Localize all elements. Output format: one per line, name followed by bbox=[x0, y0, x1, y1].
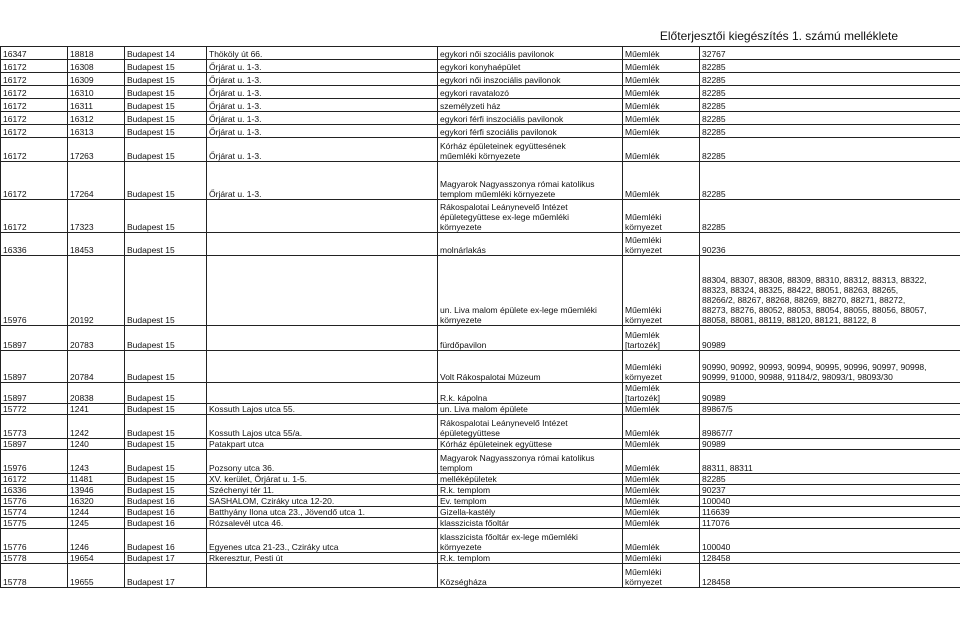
table-cell-col-description: Gizella-kastély bbox=[438, 507, 623, 518]
table-row bbox=[1, 256, 960, 326]
table-cell-col-protection: Műemlék bbox=[623, 496, 700, 507]
table-cell-col-protection: Műemlék bbox=[623, 125, 700, 138]
table-cell-col-id: 16172 bbox=[1, 112, 68, 125]
table-cell-col-address: Batthyány Ilona utca 23., Jövendő utca 1. bbox=[207, 507, 438, 518]
table-cell-col-id: 15773 bbox=[1, 415, 68, 439]
table-cell-col-id: 16172 bbox=[1, 125, 68, 138]
table-cell-col-protection: Műemlék bbox=[623, 138, 700, 162]
table-row bbox=[1, 326, 960, 351]
table-cell-col-hrsz: 90989 bbox=[700, 439, 960, 450]
table-cell-col-district: Budapest 16 bbox=[125, 507, 207, 518]
table-cell-col-district: Budapest 15 bbox=[125, 60, 207, 73]
table-cell-col-address bbox=[207, 383, 438, 404]
table-row bbox=[1, 125, 960, 138]
table-cell-col-address: Őrjárat u. 1-3. bbox=[207, 60, 438, 73]
table-cell-col-description: Rákospalotai Leánynevelő Intézet épületegyüttese ex-lege műemléki környezete bbox=[438, 200, 623, 233]
table-cell-col-parcel: 1245 bbox=[68, 518, 125, 529]
table-cell-col-id: 15897 bbox=[1, 326, 68, 351]
table-cell-col-district: Budapest 16 bbox=[125, 496, 207, 507]
table-cell-col-hrsz: 82285 bbox=[700, 112, 960, 125]
table-cell-col-id: 16336 bbox=[1, 233, 68, 256]
table-cell-col-id: 15776 bbox=[1, 529, 68, 553]
table-cell-col-district: Budapest 15 bbox=[125, 200, 207, 233]
table-cell-col-description: egykori női szociális pavilonok bbox=[438, 47, 623, 60]
table-cell-col-description: R.k. templom bbox=[438, 485, 623, 496]
table-cell-col-address: Kossuth Lajos utca 55. bbox=[207, 404, 438, 415]
table-cell-col-hrsz: 82285 bbox=[700, 138, 960, 162]
table-cell-col-id: 16347 bbox=[1, 47, 68, 60]
table-cell-col-district: Budapest 17 bbox=[125, 553, 207, 564]
table-row bbox=[1, 60, 960, 73]
table-cell-col-district: Budapest 15 bbox=[125, 73, 207, 86]
table-cell-col-description: molnárlakás bbox=[438, 233, 623, 256]
table-cell-col-hrsz: 90989 bbox=[700, 326, 960, 351]
table-cell-col-address: Őrjárat u. 1-3. bbox=[207, 99, 438, 112]
table-cell-col-hrsz: 82285 bbox=[700, 86, 960, 99]
table-row bbox=[1, 99, 960, 112]
table-cell-col-id: 16172 bbox=[1, 162, 68, 200]
table-cell-col-parcel: 17323 bbox=[68, 200, 125, 233]
table-cell-col-protection: Műemléki környezet bbox=[623, 233, 700, 256]
table-cell-col-parcel: 17264 bbox=[68, 162, 125, 200]
table-cell-col-hrsz: 88304, 88307, 88308, 88309, 88310, 88312, 88313, 88322, 88323, 88324, 88325, 88422, 88051, 88263, 88265, 88266/2, 88267, 88268, 88269, 88270, 88271, 88272, 88273, 88276, 88052, 88053, 88054, 88055, 88056, 88057, 88058, 88081, 88119, 88120, 88121, 88122, 8 bbox=[700, 256, 960, 326]
table-cell-col-id: 16172 bbox=[1, 73, 68, 86]
table-cell-col-id: 15976 bbox=[1, 256, 68, 326]
table-cell-col-protection: Műemlék bbox=[623, 99, 700, 112]
table-cell-col-parcel: 1246 bbox=[68, 529, 125, 553]
table-cell-col-address: Őrjárat u. 1-3. bbox=[207, 112, 438, 125]
table-cell-col-parcel: 16313 bbox=[68, 125, 125, 138]
table-row bbox=[1, 496, 960, 507]
table-cell-col-address bbox=[207, 233, 438, 256]
table-cell-col-district: Budapest 15 bbox=[125, 138, 207, 162]
table-cell-col-hrsz: 128458 bbox=[700, 553, 960, 564]
table-row bbox=[1, 507, 960, 518]
table-cell-col-hrsz: 82285 bbox=[700, 60, 960, 73]
table-cell-col-parcel: 1244 bbox=[68, 507, 125, 518]
table-cell-col-protection: Műemléki környezet bbox=[623, 200, 700, 233]
table-cell-col-parcel: 13946 bbox=[68, 485, 125, 496]
table-cell-col-district: Budapest 15 bbox=[125, 351, 207, 383]
table-cell-col-description: Magyarok Nagyasszonya római katolikus templom műemléki környezete bbox=[438, 162, 623, 200]
table-cell-col-description: Magyarok Nagyasszonya római katolikus templom bbox=[438, 450, 623, 474]
table-cell-col-protection: Műemléki környezet bbox=[623, 256, 700, 326]
table-body bbox=[1, 47, 960, 588]
table-cell-col-address: Patakpart utca bbox=[207, 439, 438, 450]
table-cell-col-description: személyzeti ház bbox=[438, 99, 623, 112]
table-cell-col-hrsz: 82285 bbox=[700, 73, 960, 86]
table-cell-col-hrsz: 128458 bbox=[700, 564, 960, 588]
table-cell-col-address bbox=[207, 200, 438, 233]
table-cell-col-protection: Műemlék bbox=[623, 485, 700, 496]
table-cell-col-address: Őrjárat u. 1-3. bbox=[207, 138, 438, 162]
table-cell-col-parcel: 16312 bbox=[68, 112, 125, 125]
table-cell-col-district: Budapest 15 bbox=[125, 450, 207, 474]
table-cell-col-id: 15772 bbox=[1, 404, 68, 415]
table-cell-col-description: egykori férfi inszociális pavilonok bbox=[438, 112, 623, 125]
table-cell-col-hrsz: 100040 bbox=[700, 496, 960, 507]
table-cell-col-district: Budapest 16 bbox=[125, 518, 207, 529]
table-row bbox=[1, 138, 960, 162]
table-cell-col-address: SASHALOM, Cziráky utca 12-20. bbox=[207, 496, 438, 507]
table-cell-col-parcel: 16308 bbox=[68, 60, 125, 73]
table-cell-col-protection: Műemléki környezet bbox=[623, 351, 700, 383]
table-row bbox=[1, 112, 960, 125]
table-cell-col-id: 15897 bbox=[1, 351, 68, 383]
table-cell-col-address: Thököly út 66. bbox=[207, 47, 438, 60]
table-row bbox=[1, 439, 960, 450]
table-row bbox=[1, 564, 960, 588]
table-cell-col-description: klasszicista főoltár ex-lege műemléki környezete bbox=[438, 529, 623, 553]
table-cell-col-id: 16172 bbox=[1, 60, 68, 73]
table-cell-col-parcel: 16311 bbox=[68, 99, 125, 112]
table-row bbox=[1, 415, 960, 439]
table-cell-col-hrsz: 116639 bbox=[700, 507, 960, 518]
table-cell-col-parcel: 20838 bbox=[68, 383, 125, 404]
table-cell-col-parcel: 20784 bbox=[68, 351, 125, 383]
table-cell-col-description: melléképületek bbox=[438, 474, 623, 485]
table-cell-col-parcel: 11481 bbox=[68, 474, 125, 485]
table-cell-col-district: Budapest 15 bbox=[125, 485, 207, 496]
table-cell-col-hrsz: 82285 bbox=[700, 200, 960, 233]
table-cell-col-id: 16172 bbox=[1, 99, 68, 112]
table-cell-col-hrsz: 89867/7 bbox=[700, 415, 960, 439]
table-cell-col-address: Őrjárat u. 1-3. bbox=[207, 86, 438, 99]
table-cell-col-hrsz: 32767 bbox=[700, 47, 960, 60]
table-cell-col-district: Budapest 16 bbox=[125, 529, 207, 553]
table-row bbox=[1, 518, 960, 529]
table-cell-col-description: R.k. templom bbox=[438, 553, 623, 564]
table-cell-col-id: 15778 bbox=[1, 564, 68, 588]
table-cell-col-protection: Műemléki környezet bbox=[623, 564, 700, 588]
table-cell-col-description: Kórház épületeinek együttese bbox=[438, 439, 623, 450]
table-cell-col-id: 16172 bbox=[1, 86, 68, 99]
table-cell-col-protection: Műemlék bbox=[623, 518, 700, 529]
heritage-table bbox=[0, 46, 960, 588]
table-cell-col-address bbox=[207, 351, 438, 383]
table-cell-col-hrsz: 82285 bbox=[700, 474, 960, 485]
table-row bbox=[1, 383, 960, 404]
table-cell-col-address: Széchenyi tér 11. bbox=[207, 485, 438, 496]
table-cell-col-district: Budapest 14 bbox=[125, 47, 207, 60]
table-cell-col-parcel: 17263 bbox=[68, 138, 125, 162]
table-cell-col-protection: Műemlék bbox=[623, 73, 700, 86]
table-row bbox=[1, 200, 960, 233]
table-cell-col-parcel: 1241 bbox=[68, 404, 125, 415]
table-cell-col-protection: Műemléki bbox=[623, 553, 700, 564]
table-cell-col-hrsz: 90237 bbox=[700, 485, 960, 496]
table-cell-col-district: Budapest 15 bbox=[125, 439, 207, 450]
table-cell-col-description: Kórház épületeinek együttesének műemléki környezete bbox=[438, 138, 623, 162]
table-cell-col-district: Budapest 15 bbox=[125, 99, 207, 112]
table-cell-col-description: Községháza bbox=[438, 564, 623, 588]
table-cell-col-hrsz: 90990, 90992, 90993, 90994, 90995, 90996, 90997, 90998, 90999, 91000, 90988, 91184/2, 98093/1, 98093/30 bbox=[700, 351, 960, 383]
table-cell-col-id: 15897 bbox=[1, 439, 68, 450]
table-row bbox=[1, 474, 960, 485]
table-cell-col-parcel: 1243 bbox=[68, 450, 125, 474]
table-cell-col-address: Pozsony utca 36. bbox=[207, 450, 438, 474]
table-row bbox=[1, 404, 960, 415]
table-cell-col-id: 15776 bbox=[1, 496, 68, 507]
table-cell-col-protection: Műemlék bbox=[623, 439, 700, 450]
table-cell-col-hrsz: 117076 bbox=[700, 518, 960, 529]
table-cell-col-hrsz: 82285 bbox=[700, 125, 960, 138]
table-cell-col-district: Budapest 15 bbox=[125, 326, 207, 351]
table-cell-col-hrsz: 89867/5 bbox=[700, 404, 960, 415]
table-cell-col-id: 15976 bbox=[1, 450, 68, 474]
table-cell-col-protection: Műemlék bbox=[623, 450, 700, 474]
table-cell-col-protection: Műemlék bbox=[623, 529, 700, 553]
table-cell-col-district: Budapest 15 bbox=[125, 256, 207, 326]
table-cell-col-parcel: 16310 bbox=[68, 86, 125, 99]
table-cell-col-protection: Műemlék bbox=[623, 47, 700, 60]
table-cell-col-protection: Műemlék bbox=[623, 474, 700, 485]
table-cell-col-district: Budapest 15 bbox=[125, 404, 207, 415]
table-cell-col-address: Őrjárat u. 1-3. bbox=[207, 125, 438, 138]
table-cell-col-hrsz: 82285 bbox=[700, 99, 960, 112]
table-cell-col-address: XV. kerület, Őrjárat u. 1-5. bbox=[207, 474, 438, 485]
table-row bbox=[1, 47, 960, 60]
table-cell-col-protection: Műemlék [tartozék] bbox=[623, 326, 700, 351]
table-cell-col-parcel: 18818 bbox=[68, 47, 125, 60]
table-cell-col-id: 15778 bbox=[1, 553, 68, 564]
table-cell-col-description: egykori ravatalozó bbox=[438, 86, 623, 99]
table-cell-col-address: Egyenes utca 21-23., Cziráky utca bbox=[207, 529, 438, 553]
table-cell-col-hrsz: 100040 bbox=[700, 529, 960, 553]
table-row bbox=[1, 351, 960, 383]
table-cell-col-district: Budapest 15 bbox=[125, 112, 207, 125]
table-row bbox=[1, 86, 960, 99]
table-cell-col-district: Budapest 15 bbox=[125, 86, 207, 99]
table-cell-col-district: Budapest 15 bbox=[125, 162, 207, 200]
table-cell-col-description: egykori férfi szociális pavilonok bbox=[438, 125, 623, 138]
table-cell-col-protection: Műemlék bbox=[623, 112, 700, 125]
table-cell-col-district: Budapest 15 bbox=[125, 233, 207, 256]
table-cell-col-id: 15774 bbox=[1, 507, 68, 518]
table-cell-col-description: Rákospalotai Leánynevelő Intézet épületegyüttese bbox=[438, 415, 623, 439]
table-cell-col-address: Rkeresztur, Pesti út bbox=[207, 553, 438, 564]
table-row bbox=[1, 162, 960, 200]
table-cell-col-address bbox=[207, 326, 438, 351]
table-cell-col-hrsz: 88311, 88311 bbox=[700, 450, 960, 474]
table-cell-col-parcel: 19655 bbox=[68, 564, 125, 588]
table-cell-col-hrsz: 90989 bbox=[700, 383, 960, 404]
table-row bbox=[1, 553, 960, 564]
table-cell-col-parcel: 20783 bbox=[68, 326, 125, 351]
table-cell-col-address: Őrjárat u. 1-3. bbox=[207, 162, 438, 200]
table-cell-col-description: Volt Rákospalotai Múzeum bbox=[438, 351, 623, 383]
table-row bbox=[1, 450, 960, 474]
table-cell-col-description: Ev. templom bbox=[438, 496, 623, 507]
table-cell-col-hrsz: 90236 bbox=[700, 233, 960, 256]
table-row bbox=[1, 529, 960, 553]
table-row bbox=[1, 485, 960, 496]
table-cell-col-address bbox=[207, 256, 438, 326]
table-cell-col-address bbox=[207, 564, 438, 588]
table-cell-col-description: R.k. kápolna bbox=[438, 383, 623, 404]
table-cell-col-address: Kossuth Lajos utca 55/a. bbox=[207, 415, 438, 439]
table-cell-col-description: un. Liva malom épülete bbox=[438, 404, 623, 415]
table-cell-col-parcel: 16320 bbox=[68, 496, 125, 507]
table-cell-col-description: un. Liva malom épülete ex-lege műemléki környezete bbox=[438, 256, 623, 326]
table-cell-col-protection: Műemlék bbox=[623, 86, 700, 99]
table-cell-col-id: 16172 bbox=[1, 200, 68, 233]
table-cell-col-parcel: 19654 bbox=[68, 553, 125, 564]
table-cell-col-description: egykori konyhaépület bbox=[438, 60, 623, 73]
table-cell-col-address: Rózsalevél utca 46. bbox=[207, 518, 438, 529]
document-header: Előterjesztői kiegészítés 1. számú melléklete bbox=[659, 29, 898, 43]
table-cell-col-parcel: 20192 bbox=[68, 256, 125, 326]
table-row bbox=[1, 233, 960, 256]
table-cell-col-parcel: 18453 bbox=[68, 233, 125, 256]
table-cell-col-district: Budapest 15 bbox=[125, 125, 207, 138]
table-cell-col-district: Budapest 15 bbox=[125, 474, 207, 485]
table-cell-col-id: 16172 bbox=[1, 138, 68, 162]
table-cell-col-district: Budapest 17 bbox=[125, 564, 207, 588]
table-cell-col-id: 16172 bbox=[1, 474, 68, 485]
table-cell-col-description: egykori női inszociális pavilonok bbox=[438, 73, 623, 86]
table-cell-col-description: klasszicista főoltár bbox=[438, 518, 623, 529]
table-cell-col-id: 15775 bbox=[1, 518, 68, 529]
table-cell-col-parcel: 1240 bbox=[68, 439, 125, 450]
table-cell-col-protection: Műemlék bbox=[623, 404, 700, 415]
table-row bbox=[1, 73, 960, 86]
table-cell-col-protection: Műemlék bbox=[623, 60, 700, 73]
table-cell-col-parcel: 16309 bbox=[68, 73, 125, 86]
table-cell-col-protection: Műemlék bbox=[623, 415, 700, 439]
table-cell-col-hrsz: 82285 bbox=[700, 162, 960, 200]
table-cell-col-protection: Műemlék bbox=[623, 162, 700, 200]
table-cell-col-id: 15897 bbox=[1, 383, 68, 404]
table-cell-col-id: 16336 bbox=[1, 485, 68, 496]
table-cell-col-protection: Műemlék bbox=[623, 507, 700, 518]
table-cell-col-parcel: 1242 bbox=[68, 415, 125, 439]
table-cell-col-description: fürdőpavilon bbox=[438, 326, 623, 351]
table-cell-col-protection: Műemlék [tartozék] bbox=[623, 383, 700, 404]
table-cell-col-district: Budapest 15 bbox=[125, 415, 207, 439]
table-cell-col-district: Budapest 15 bbox=[125, 383, 207, 404]
table-cell-col-address: Őrjárat u. 1-3. bbox=[207, 73, 438, 86]
